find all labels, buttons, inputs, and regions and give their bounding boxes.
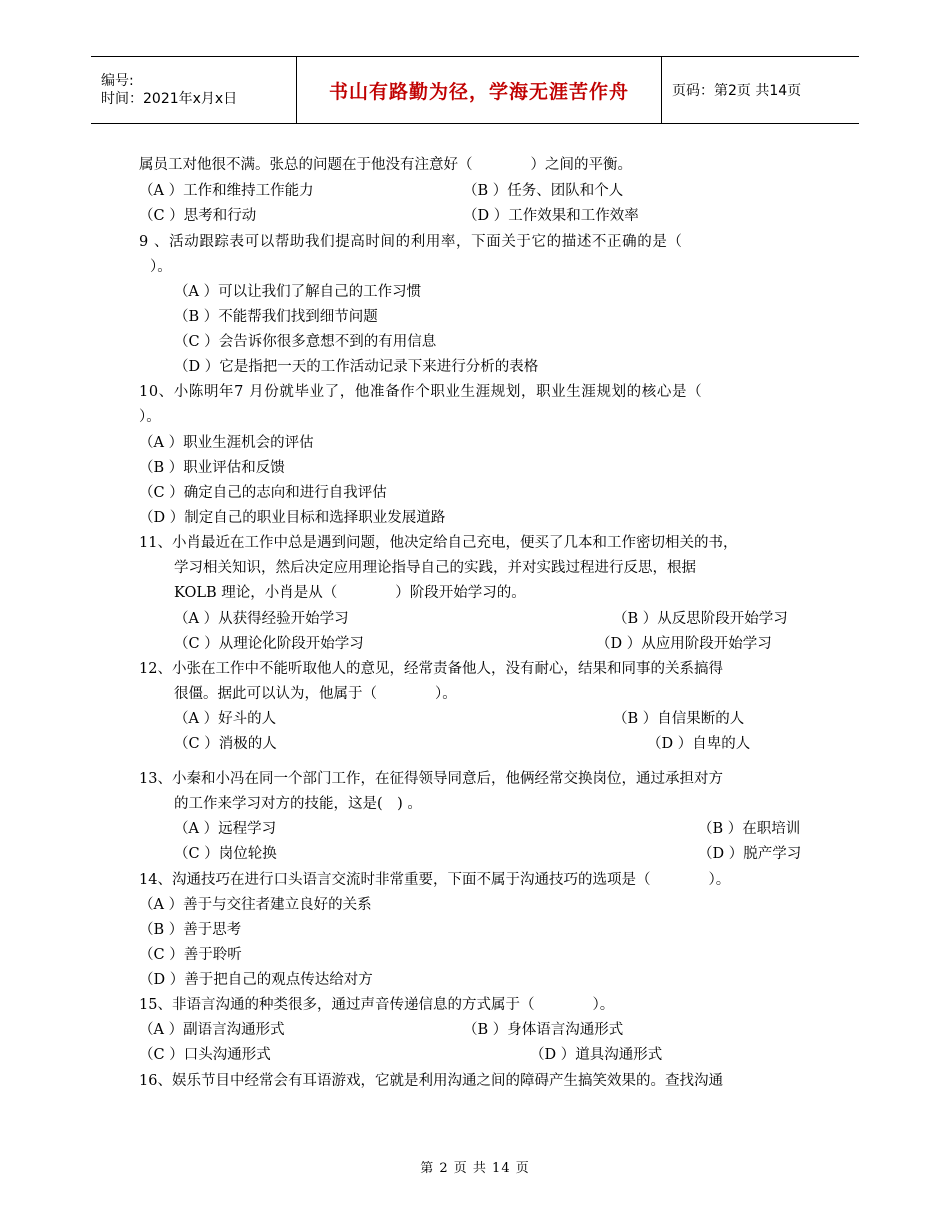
q13-option-c: （C ）岗位轮换	[174, 846, 277, 862]
question-11-line-1: 11、小肖最近在工作中总是遇到问题，他决定给自己充电，便买了几本和工作密切相关的书，	[139, 535, 738, 551]
q8-option-d: （D ）工作效果和工作效率	[463, 208, 639, 224]
q15-option-a: （A ）副语言沟通形式	[139, 1022, 285, 1038]
question-12-line-2: 很僵。据此可以认为，他属于（ ）。	[174, 686, 457, 702]
q13-option-a: （A ）远程学习	[174, 821, 277, 837]
q15-option-d: （D ）道具沟通形式	[530, 1047, 663, 1063]
page-footer: 第 2 页 共 14 页	[420, 1161, 530, 1176]
q8-option-b: （B ）任务、团队和个人	[463, 183, 624, 199]
question-15-line-1: 15、非语言沟通的种类很多，通过声音传递信息的方式属于（ ）。	[139, 997, 615, 1013]
q10-option-a: （A ）职业生涯机会的评估	[139, 435, 314, 451]
q12-option-b: （B ）自信果断的人	[613, 711, 745, 727]
q9-option-b: （B ）不能帮我们找到细节问题	[174, 309, 378, 325]
q14-option-b: （B ）善于思考	[139, 922, 242, 938]
q9-option-c: （C ）会告诉你很多意想不到的有用信息	[174, 334, 437, 350]
q8-option-c: （C ）思考和行动	[139, 208, 257, 224]
q11-option-c: （C ）从理论化阶段开始学习	[174, 636, 364, 652]
question-14-line-1: 14、沟通技巧在进行口头语言交流时非常重要，下面不属于沟通技巧的选项是（ ）。	[139, 872, 731, 888]
q14-option-a: （A ）善于与交往者建立良好的关系	[139, 897, 372, 913]
q13-option-d: （D ）脱产学习	[698, 846, 802, 862]
question-13-line-2: 的工作来学习对方的技能，这是( ) 。	[174, 796, 422, 812]
q8-option-a: （A ）工作和维持工作能力	[139, 183, 314, 199]
q11-option-a: （A ）从获得经验开始学习	[174, 611, 349, 627]
question-9-line-1: 9 、活动跟踪表可以帮助我们提高时间的利用率，下面关于它的描述不正确的是（	[139, 234, 683, 250]
question-8-text: 属员工对他很不满。张总的问题在于他没有注意好（ ）之间的平衡。	[139, 157, 632, 173]
question-10-line-2: ）。	[139, 409, 161, 425]
question-9-line-2: ）。	[150, 259, 172, 275]
q9-option-a: （A ）可以让我们了解自己的工作习惯	[174, 284, 422, 300]
q14-option-d: （D ）善于把自己的观点传达给对方	[139, 972, 373, 988]
header-page-info: 页码：第2页 共14页	[672, 83, 802, 99]
q15-option-c: （C ）口头沟通形式	[139, 1047, 271, 1063]
question-12-line-1: 12、小张在工作中不能听取他人的意见，经常责备他人，没有耐心，结果和同事的关系搞得	[139, 661, 723, 677]
q11-option-d: （D ）从应用阶段开始学习	[596, 636, 772, 652]
time-label: 时间：2021年x月x日	[101, 91, 238, 107]
number-label: 编号:	[101, 73, 134, 89]
header-motto: 书山有路勤为径，学海无涯苦作舟	[296, 57, 662, 123]
q10-option-d: （D ）制定自己的职业目标和选择职业发展道路	[139, 510, 446, 526]
question-16-line-1: 16、娱乐节目中经常会有耳语游戏，它就是利用沟通之间的障碍产生搞笑效果的。查找沟通	[139, 1073, 723, 1089]
q13-option-b: （B ）在职培训	[698, 821, 801, 837]
q10-option-b: （B ）职业评估和反馈	[139, 460, 285, 476]
question-13-line-1: 13、小秦和小冯在同一个部门工作，在征得领导同意后，他俩经常交换岗位，通过承担对方	[139, 771, 723, 787]
q12-option-d: （D ）自卑的人	[647, 736, 751, 752]
q12-option-c: （C ）消极的人	[174, 736, 277, 752]
q14-option-c: （C ）善于聆听	[139, 947, 242, 963]
q10-option-c: （C ）确定自己的志向和进行自我评估	[139, 485, 387, 501]
question-11-line-2: 学习相关知识，然后决定应用理论指导自己的实践，并对实践过程进行反思，根据	[174, 560, 696, 576]
header-meta	[91, 57, 296, 123]
question-10-line-1: 10、小陈明年7 月份就毕业了，他准备作个职业生涯规划，职业生涯规划的核心是（	[139, 384, 703, 400]
question-11-line-3: KOLB 理论，小肖是从（ ）阶段开始学习的。	[174, 585, 526, 601]
q11-option-b: （B ）从反思阶段开始学习	[613, 611, 788, 627]
q9-option-d: （D ）它是指把一天的工作活动记录下来进行分析的表格	[174, 359, 539, 375]
q12-option-a: （A ）好斗的人	[174, 711, 277, 727]
q15-option-b: （B ）身体语言沟通形式	[463, 1022, 624, 1038]
page-header	[91, 56, 859, 124]
